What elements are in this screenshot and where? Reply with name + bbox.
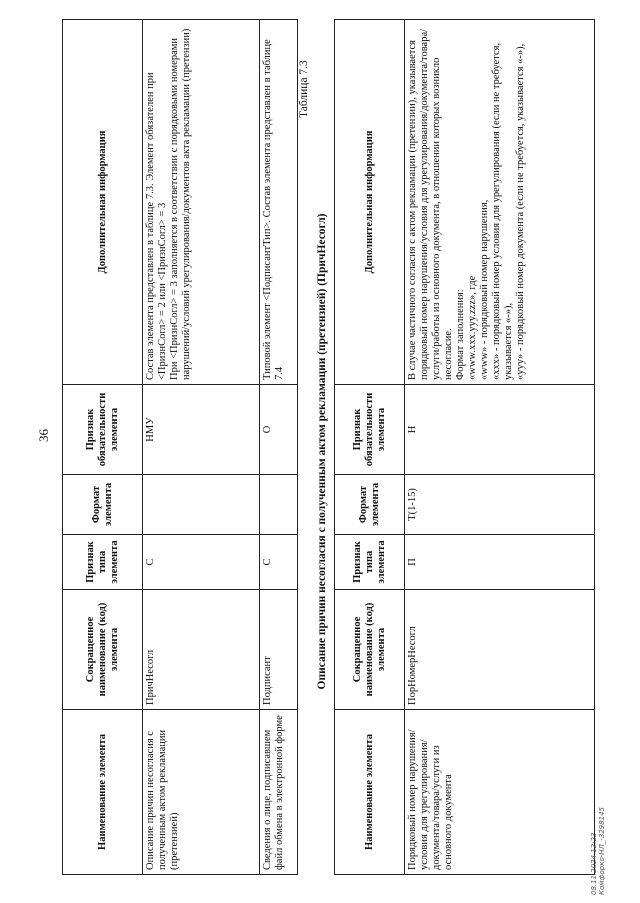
header-format: Формат элемента	[335, 475, 405, 535]
table-row	[405, 20, 595, 875]
table-row	[143, 20, 260, 875]
table-7-3	[334, 19, 595, 875]
cell-format	[143, 475, 260, 535]
cell-info: Состав элемента представлен в таблице 7.3. Элемент обязателен при <ПризнСогл> = 2 или <ПризнСогл> = 3 При <ПризнСогл> = 3 заполняется в соответствии с порядковыми номерами нарушений/условий урегулирования/документов акта рекламации (претензии)	[143, 20, 260, 385]
table-header-row	[335, 20, 405, 875]
cell-required: НМУ	[143, 385, 260, 475]
cell-code: ПорНомерНесогл	[405, 590, 595, 710]
cell-code: Подписант	[260, 590, 298, 710]
cell-name: Описание причин несогласия с полученным актом рекламации (претензией)	[143, 710, 260, 875]
header-format: Формат элемента	[63, 475, 143, 535]
table-row	[260, 20, 298, 875]
cell-name: Порядковый номер нарушения/условия для урегулирования/документа/товара/услуги из основного документа	[405, 710, 595, 875]
header-type: Признак типа элемента	[63, 535, 143, 590]
cell-type: С	[260, 535, 298, 590]
cell-format	[260, 475, 298, 535]
cell-required: Н	[405, 385, 595, 475]
cell-type: П	[405, 535, 595, 590]
document-stamp	[590, 807, 606, 895]
header-info: Дополнительная информация	[335, 20, 405, 385]
table-element-list	[62, 19, 298, 875]
header-info: Дополнительная информация	[63, 20, 143, 385]
page-number: 36	[36, 429, 51, 442]
cell-info: В случае частичного согласия с актом рекламации (претензии), указывается порядковый номер нарушения/условия для урегулирования/документа/товара/ услуги/работы из основного документа, в отношении которых возникло несогласие. Формат заполнения: «www.xxx.yyy.zzz», где «www» - порядковый номер нарушения, «xxx» - порядковый номер условия для урегулирования (если не требуется, указывается «-»), «yyy» - порядковый номер документа (если не требуется, указывается «-»),	[405, 20, 595, 385]
table-caption: Таблица 7.3	[298, 60, 310, 118]
cell-info: Типовой элемент <ПодписантТип>. Состав элемента представлен в таблице 7.4	[260, 20, 298, 385]
header-type: Признак типа элемента	[335, 535, 405, 590]
header-code: Сокращенное наименование (код) элемента	[335, 590, 405, 710]
header-name: Наименование элемента	[335, 710, 405, 875]
stamp-line-id: Комфорко-НЛ_-3298145	[598, 806, 606, 895]
cell-format: T(1-15)	[405, 475, 595, 535]
cell-required: О	[260, 385, 298, 475]
header-required: Признак обязательности элемента	[335, 385, 405, 475]
header-required: Признак обязательности элемента	[63, 385, 143, 475]
table-header-row	[63, 20, 143, 875]
header-code: Сокращенное наименование (код) элемента	[63, 590, 143, 710]
table-title: Описание причин несогласия с полученным актом рекламации (претензией) (ПричНесогл)	[316, 213, 328, 690]
cell-name: Сведения о лице, подписавшем файл обмена в электронной форме	[260, 710, 298, 875]
header-name: Наименование элемента	[63, 710, 143, 875]
cell-type: С	[143, 535, 260, 590]
cell-code: ПричНесогл	[143, 590, 260, 710]
stamp-line-date: 08.11.2024 12:23	[590, 832, 598, 895]
